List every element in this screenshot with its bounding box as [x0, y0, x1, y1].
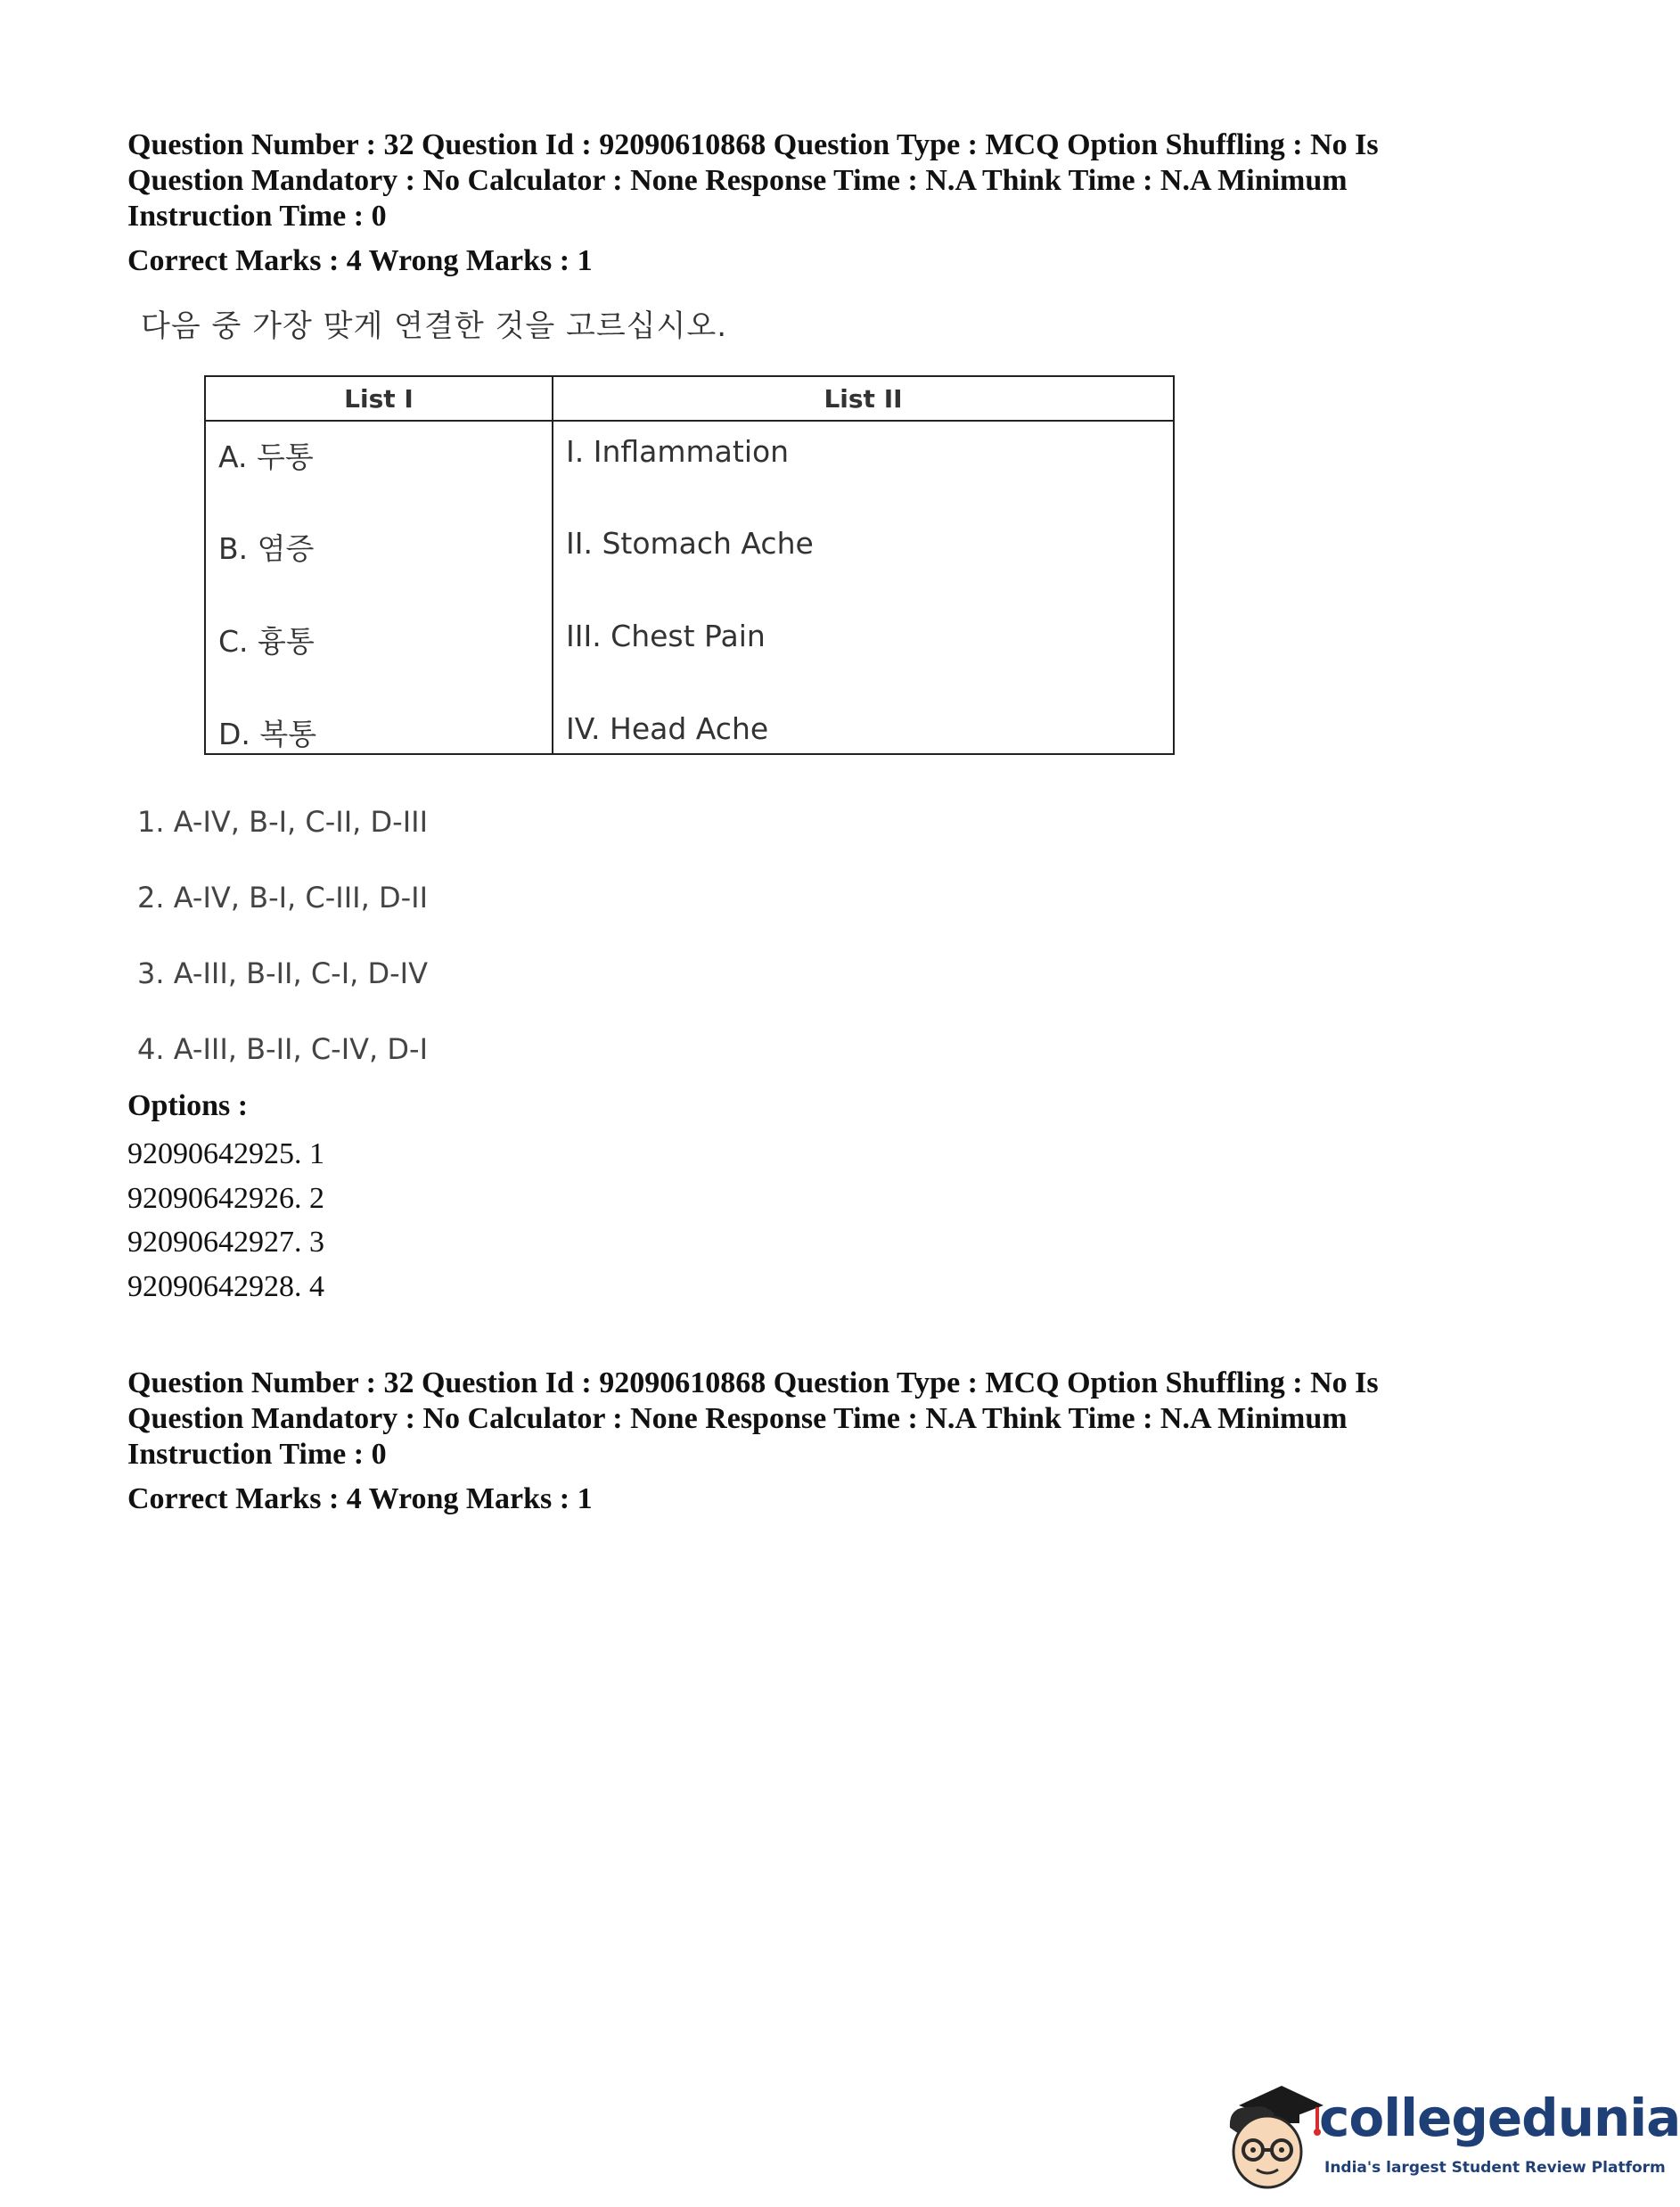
question-meta-line: Question Mandatory : No Calculator : None Response Time : N.A Think Time : N.A Minimum — [127, 1402, 1348, 1435]
options-label: Options : — [127, 1089, 249, 1122]
question-meta-line: Instruction Time : 0 — [127, 1438, 387, 1471]
table-cell: B. 염증 — [205, 513, 553, 606]
answer-choice: 1. A-IV, B-I, C-II, D-III — [137, 805, 428, 839]
table-row — [205, 606, 1174, 699]
question-meta-line: Question Mandatory : No Calculator : None Response Time : N.A Think Time : N.A Minimum — [127, 164, 1348, 197]
answer-choices — [137, 802, 428, 1105]
option-item: 92090642928. 4 — [127, 1269, 324, 1303]
option-item: 92090642927. 3 — [127, 1226, 324, 1259]
matching-table — [204, 375, 1175, 755]
question-meta-block — [127, 127, 1518, 279]
options-list — [127, 1132, 324, 1309]
table-cell: II. Stomach Ache — [553, 513, 1174, 606]
question-meta-block — [127, 1366, 1518, 1517]
table-cell: I. Inflammation — [553, 421, 1174, 513]
question-meta-line: Instruction Time : 0 — [127, 200, 387, 233]
answer-choice: 4. A-III, B-II, C-IV, D-I — [137, 1032, 428, 1066]
table-cell: IV. Head Ache — [553, 699, 1174, 754]
table-row — [205, 513, 1174, 606]
table-cell: A. 두통 — [205, 421, 553, 513]
marks-line: Correct Marks : 4 Wrong Marks : 1 — [127, 1482, 593, 1515]
table-row — [205, 699, 1174, 754]
table-row — [205, 421, 1174, 513]
option-item: 92090642926. 2 — [127, 1181, 324, 1215]
mascot-icon — [1212, 2079, 1328, 2195]
collegedunia-logo — [1212, 2079, 1680, 2195]
answer-choice: 2. A-IV, B-I, C-III, D-II — [137, 881, 428, 915]
marks-line: Correct Marks : 4 Wrong Marks : 1 — [127, 244, 593, 277]
table-cell: D. 복통 — [205, 699, 553, 754]
table-cell: III. Chest Pain — [553, 606, 1174, 699]
option-item: 92090642925. 1 — [127, 1137, 324, 1170]
table-header-list-2: List II — [553, 376, 1174, 421]
answer-choice: 3. A-III, B-II, C-I, D-IV — [137, 956, 428, 990]
logo-brand-text: collegedunia — [1319, 2088, 1680, 2148]
table-header-list-1: List I — [205, 376, 553, 421]
question-meta-line: Question Number : 32 Question Id : 92090610868 Question Type : MCQ Option Shuffling : No Is — [127, 1366, 1379, 1399]
logo-tagline: India's largest Student Review Platform — [1324, 2159, 1666, 2177]
table-cell: C. 흉통 — [205, 606, 553, 699]
question-meta-line: Question Number : 32 Question Id : 92090610868 Question Type : MCQ Option Shuffling : No Is — [127, 128, 1379, 161]
question-text: 다음 중 가장 맞게 연결한 것을 고르십시오. — [141, 308, 727, 344]
